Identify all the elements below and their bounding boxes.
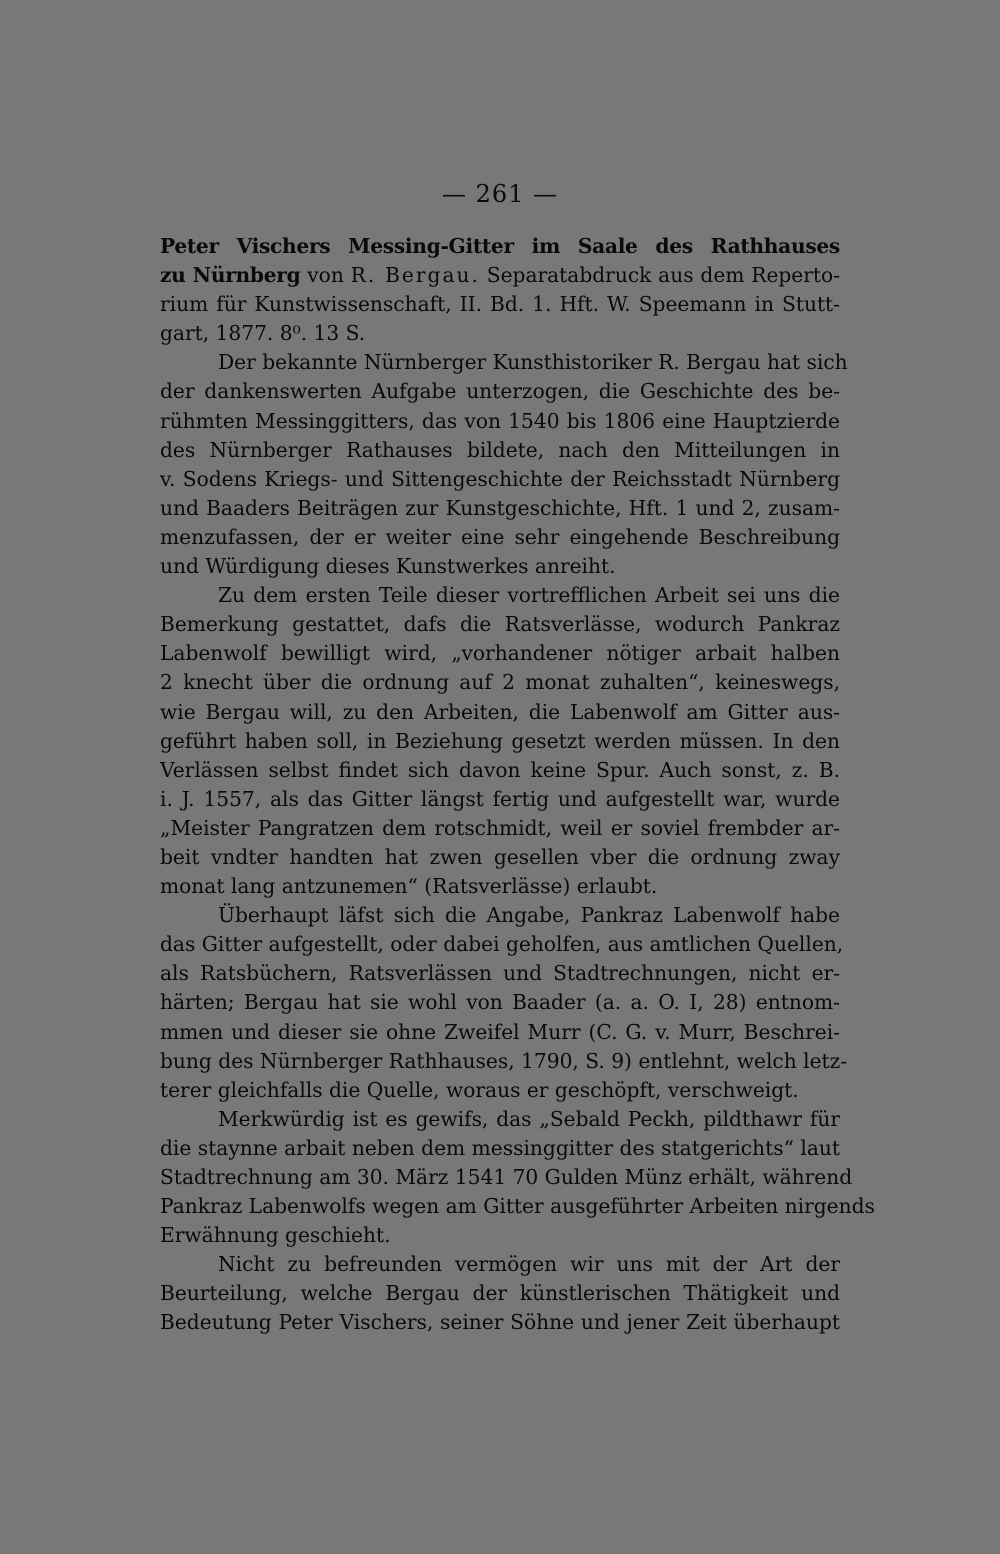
paragraph-line: härten; Bergau hat sie wohl von Baader (a. a. O. I, 28) entnom- — [160, 990, 840, 1015]
paragraph-line: und Würdigung dieses Kunstwerkes anreiht. — [160, 554, 616, 579]
citation-line: gart, 1877. 8⁰. 13 S. — [160, 321, 366, 346]
paragraph-line: v. Sodens Kriegs- und Sittengeschichte der Reichsstadt Nürnberg — [160, 466, 840, 491]
paragraph-line: rühmten Messinggitters, das von 1540 bis 1806 eine Hauptzierde — [160, 408, 840, 433]
paragraph-line: Der bekannte Nürnberger Kunsthistoriker R. Bergau hat sich — [218, 350, 848, 375]
page-number: — 261 — — [441, 180, 559, 208]
author-prefix: von — [307, 263, 344, 288]
paragraph-line: „Meister Pangratzen dem rotschmidt, weil er soviel frembder ar- — [160, 815, 840, 840]
paragraph-line: Bedeutung Peter Vischers, seiner Söhne und jener Zeit überhaupt — [160, 1310, 840, 1335]
paragraph-line: monat lang antzunemen“ (Ratsverlässe) erlaubt. — [160, 874, 658, 899]
paragraph-line: das Gitter aufgestellt, oder dabei geholfen, aus amtlichen Quellen, — [160, 932, 844, 957]
paragraph-line: der dankenswerten Aufgabe unterzogen, die Geschichte des be- — [160, 379, 840, 404]
paragraph-line: Erwähnung geschieht. — [160, 1223, 391, 1248]
paragraph-line: beit vndter handten hat zwen gesellen vber die ordnung zway — [160, 844, 840, 869]
paragraph-line: Verlässen selbst findet sich davon keine Spur. Auch sonst, z. B. — [160, 757, 840, 782]
review-title-continued: zu Nürnberg — [160, 263, 301, 288]
paragraph-line: Überhaupt läfst sich die Angabe, Pankraz Labenwolf habe — [218, 903, 840, 928]
paragraph-line: die staynne arbait neben dem messinggitter des statgerichts“ laut — [160, 1135, 840, 1160]
paragraph-line: mmen und dieser sie ohne Zweifel Murr (C. G. v. Murr, Beschrei- — [160, 1019, 840, 1044]
paragraph-line: bung des Nürnberger Rathhauses, 1790, S. 9) entlehnt, welch letz- — [160, 1048, 848, 1073]
paragraph-line: des Nürnberger Rathauses bildete, nach den Mitteilungen in — [160, 437, 840, 462]
review-citation-line — [160, 261, 840, 290]
paragraph-line: menzufassen, der er weiter eine sehr eingehende Beschreibung — [160, 524, 840, 549]
paragraph-line: Beurteilung, welche Bergau der künstlerischen Thätigkeit und — [160, 1281, 840, 1306]
paragraph-line: und Baaders Beiträgen zur Kunstgeschichte, Hft. 1 und 2, zusam- — [160, 495, 840, 520]
paragraph-line: Nicht zu befreunden vermögen wir uns mit der Art der — [218, 1252, 840, 1277]
text-block — [160, 232, 875, 1338]
paragraph-line: geführt haben soll, in Beziehung gesetzt werden müssen. In den — [160, 728, 840, 753]
citation-text: Separatabdruck aus dem Reperto- — [486, 263, 840, 288]
paragraph-line: Bemerkung gestattet, dafs die Ratsverlässe, wodurch Pankraz — [160, 612, 840, 637]
paragraph-line: Pankraz Labenwolfs wegen am Gitter ausgeführter Arbeiten nirgends — [160, 1194, 875, 1219]
paragraph-line: i. J. 1557, als das Gitter längst fertig und aufgestellt war, wurde — [160, 786, 840, 811]
review-author: R. Bergau. — [350, 263, 480, 288]
paragraph-line: 2 knecht über die ordnung auf 2 monat zuhalten“, keineswegs, — [160, 670, 840, 695]
review-title: Peter Vischers Messing-Gitter im Saale des Rathhauses — [160, 234, 840, 258]
paragraph-line: Labenwolf bewilligt wird, „vorhandener nötiger arbait halben — [160, 641, 840, 666]
citation-line: rium für Kunstwissenschaft, II. Bd. 1. Hft. W. Speemann in Stutt- — [160, 292, 840, 317]
paragraph-line: Merkwürdig ist es gewifs, das „Sebald Peckh, pildthawr für — [218, 1106, 840, 1131]
paragraph-line: wie Bergau will, zu den Arbeiten, die Labenwolf am Gitter aus- — [160, 699, 840, 724]
paragraph-line: Stadtrechnung am 30. März 1541 70 Gulden Münz erhält, während — [160, 1165, 853, 1189]
paragraph-line: terer gleichfalls die Quelle, woraus er geschöpft, verschweigt. — [160, 1077, 799, 1102]
paragraph-line: Zu dem ersten Teile dieser vortrefflichen Arbeit sei uns die — [218, 583, 840, 608]
review-title-line — [160, 232, 840, 261]
body-paragraphs — [160, 348, 875, 1337]
paragraph-line: als Ratsbüchern, Ratsverlässen und Stadtrechnungen, nicht er- — [160, 961, 840, 986]
